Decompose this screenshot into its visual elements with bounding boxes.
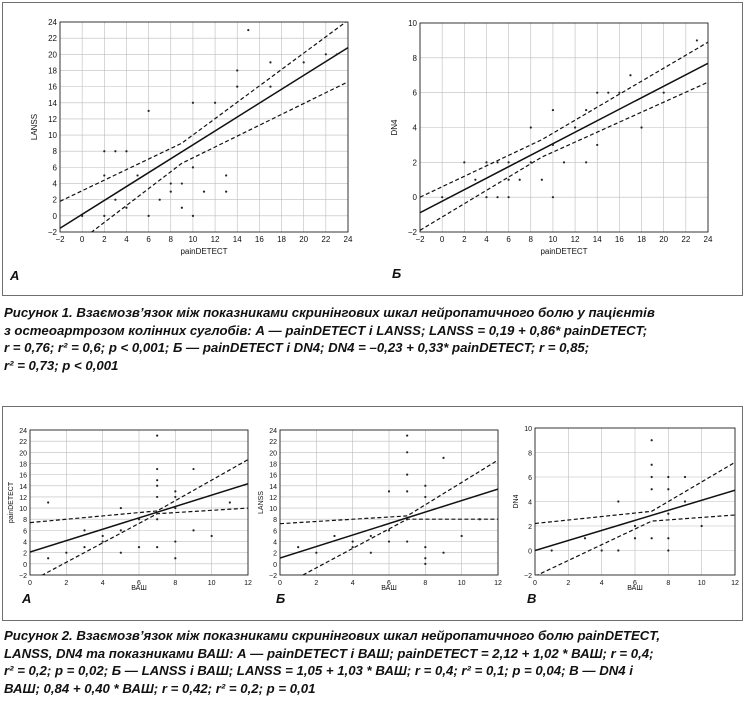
y-tick-label: 0 (52, 211, 57, 221)
panel-label-fig2b: Б (276, 591, 286, 606)
x-tick-label: 12 (570, 235, 580, 244)
y-tick-label: 4 (273, 539, 277, 547)
y-tick-label: 10 (408, 19, 417, 28)
x-tick-label: 16 (614, 235, 624, 244)
y-tick-label: 20 (19, 450, 27, 458)
y-tick-label: 2 (52, 195, 57, 205)
y-tick-label: 22 (48, 34, 57, 44)
y-tick-label: 16 (19, 472, 27, 480)
x-tick-label: 2 (566, 580, 571, 587)
y-tick-label: 2 (273, 550, 277, 558)
x-tick-label: 6 (387, 580, 391, 587)
x-tick-label: 14 (592, 235, 602, 244)
x-tick-label: 20 (299, 235, 309, 244)
x-tick-label: 10 (188, 235, 198, 244)
y-tick-label: 10 (524, 426, 532, 433)
y-tick-label: 8 (412, 53, 417, 63)
y-axis-label: painDETECT (8, 481, 15, 524)
y-tick-label: 14 (48, 98, 57, 108)
x-tick-label: 0 (439, 235, 445, 244)
figure2-caption (4, 627, 742, 697)
y-tick-label: 12 (19, 494, 27, 502)
y-tick-label: 0 (412, 193, 417, 203)
figure2-caption-line: ВАШ; 0,84 + 0,40 * ВАШ; r = 0,42; r² = 0,2; p = 0,01 (4, 680, 316, 696)
figure1-caption-line: Рисунок 1. Взаємозв’язок між показниками скринінгових шкал нейропатичного болю у пацієнтів (4, 305, 655, 320)
x-tick-label: 22 (321, 235, 331, 244)
panel-label-fig2a: А (22, 591, 32, 606)
figure1-caption-line: r² = 0,73; p < 0,001 (4, 357, 119, 373)
figure2-caption-line: r² = 0,2; p = 0,02; Б — LANSS і ВАШ; LANSS = 1,05 + 1,03 * ВАШ; r = 0,4; r² = 0,1; p = 0,04; В — DN4 і (4, 663, 633, 678)
figure1-caption (4, 304, 742, 374)
y-tick-label: 6 (412, 88, 417, 98)
y-axis-label: DN4 (513, 494, 520, 509)
y-tick-label: 0 (23, 561, 27, 569)
x-tick-label: 6 (506, 235, 511, 244)
figure2-frame (2, 406, 743, 621)
x-tick-label: 16 (254, 235, 264, 244)
x-tick-label: 0 (28, 580, 32, 587)
y-tick-label: 20 (48, 50, 57, 60)
x-tick-label: 10 (457, 580, 466, 587)
x-tick-label: −2 (415, 235, 425, 244)
x-axis-label: painDETECT (180, 247, 228, 256)
figure2-caption-line: Рисунок 2. Взаємозв’язок між показниками скринінгових шкал нейропатичного болю painDETECT, (4, 628, 661, 643)
x-tick-label: 2 (64, 580, 69, 587)
y-tick-label: 24 (19, 428, 27, 435)
y-tick-label: 18 (19, 461, 27, 469)
x-tick-label: 4 (484, 235, 489, 244)
x-tick-label: 8 (423, 580, 428, 587)
x-tick-label: 6 (146, 235, 151, 244)
y-tick-label: 22 (19, 439, 27, 447)
y-tick-label: 10 (48, 131, 57, 141)
x-tick-label: 8 (666, 580, 671, 587)
x-tick-label: 12 (244, 580, 252, 587)
panel-label-fig2c: В (527, 591, 537, 606)
x-tick-label: 12 (731, 580, 739, 587)
y-tick-label: −2 (269, 573, 277, 580)
x-tick-label: 2 (462, 235, 467, 244)
y-tick-label: 24 (48, 18, 57, 27)
x-tick-label: 12 (494, 580, 502, 587)
x-tick-label: 22 (681, 235, 691, 244)
y-tick-label: 0 (528, 548, 532, 556)
x-tick-label: 20 (659, 235, 669, 244)
x-tick-label: 0 (533, 580, 537, 587)
y-tick-label: 16 (269, 472, 277, 480)
y-tick-label: 18 (48, 66, 57, 76)
x-tick-label: 6 (633, 580, 637, 587)
y-tick-label: −2 (47, 228, 57, 237)
panel-label-fig1a: А (10, 268, 20, 283)
y-tick-label: 6 (23, 528, 27, 536)
figure1-caption-line: з остеоартрозом колінних суглобів: А — painDETECT і LANSS; LANSS = 0,19 + 0,86* painDETECT; (4, 322, 648, 338)
y-tick-label: 2 (528, 524, 532, 531)
x-tick-label: 10 (697, 580, 706, 587)
y-tick-label: 24 (269, 428, 277, 435)
x-tick-label: 14 (232, 235, 242, 244)
y-tick-label: 18 (269, 461, 277, 469)
panel-label-fig1b: Б (392, 266, 402, 281)
x-tick-label: 10 (207, 580, 216, 587)
y-tick-label: 8 (273, 517, 277, 525)
x-tick-label: 24 (703, 235, 713, 244)
x-axis-label: ВАШ (131, 585, 147, 592)
x-tick-label: 0 (278, 580, 282, 587)
y-axis-label: LANSS (258, 491, 265, 514)
x-tick-label: 4 (100, 580, 105, 587)
y-tick-label: 14 (19, 483, 27, 491)
y-tick-label: 6 (273, 528, 277, 536)
y-tick-label: 8 (52, 147, 57, 157)
y-tick-label: 4 (412, 123, 417, 133)
figure1-frame (2, 2, 743, 296)
x-tick-label: 4 (599, 580, 604, 587)
y-tick-label: 8 (528, 450, 532, 458)
x-axis-label: painDETECT (540, 247, 588, 256)
x-tick-label: 24 (343, 235, 353, 244)
y-tick-label: 8 (23, 517, 27, 525)
y-tick-label: 22 (269, 439, 277, 447)
x-tick-label: 2 (102, 235, 107, 244)
x-tick-label: 0 (79, 235, 85, 244)
y-tick-label: 4 (52, 179, 57, 189)
x-axis-label: ВАШ (381, 585, 397, 592)
y-tick-label: 4 (23, 539, 27, 547)
y-tick-label: 14 (269, 483, 277, 491)
y-tick-label: 6 (52, 163, 57, 173)
y-tick-label: 16 (48, 82, 57, 92)
y-axis-label: DN4 (390, 119, 399, 136)
y-tick-label: 10 (269, 506, 277, 514)
y-tick-label: 4 (528, 499, 532, 507)
x-tick-label: 6 (137, 580, 141, 587)
y-tick-label: −2 (407, 228, 417, 237)
figure1-caption-line: r = 0,76; r² = 0,6; p < 0,001; Б — painDETECT і DN4; DN4 = –0,23 + 0,33* painDETECT; r = 0,85; (4, 340, 590, 355)
y-tick-label: 20 (269, 450, 277, 458)
y-tick-label: 2 (412, 158, 417, 168)
x-tick-label: 10 (548, 235, 558, 244)
x-tick-label: 12 (210, 235, 220, 244)
x-tick-label: 18 (637, 235, 646, 244)
x-tick-label: 2 (314, 580, 319, 587)
y-tick-label: 0 (273, 561, 277, 569)
y-tick-label: 6 (528, 475, 532, 482)
figure2-caption-line: LANSS, DN4 та показниками ВАШ: А — painDETECT і ВАШ; painDETECT = 2,12 + 1,02 * ВАШ; r = 0,4; (4, 645, 654, 661)
x-tick-label: 8 (168, 235, 173, 244)
x-tick-label: −2 (55, 235, 65, 244)
x-tick-label: 4 (350, 580, 355, 587)
y-tick-label: −2 (19, 573, 27, 580)
y-tick-label: 12 (269, 494, 277, 502)
x-tick-label: 4 (124, 235, 129, 244)
x-tick-label: 8 (528, 235, 533, 244)
y-tick-label: 10 (19, 506, 27, 514)
y-tick-label: −2 (524, 573, 532, 580)
x-axis-label: ВАШ (627, 585, 643, 592)
y-axis-label: LANSS (30, 113, 39, 141)
x-tick-label: 18 (277, 235, 286, 244)
x-tick-label: 8 (173, 580, 178, 587)
y-tick-label: 12 (48, 114, 57, 124)
y-tick-label: 2 (23, 550, 27, 558)
